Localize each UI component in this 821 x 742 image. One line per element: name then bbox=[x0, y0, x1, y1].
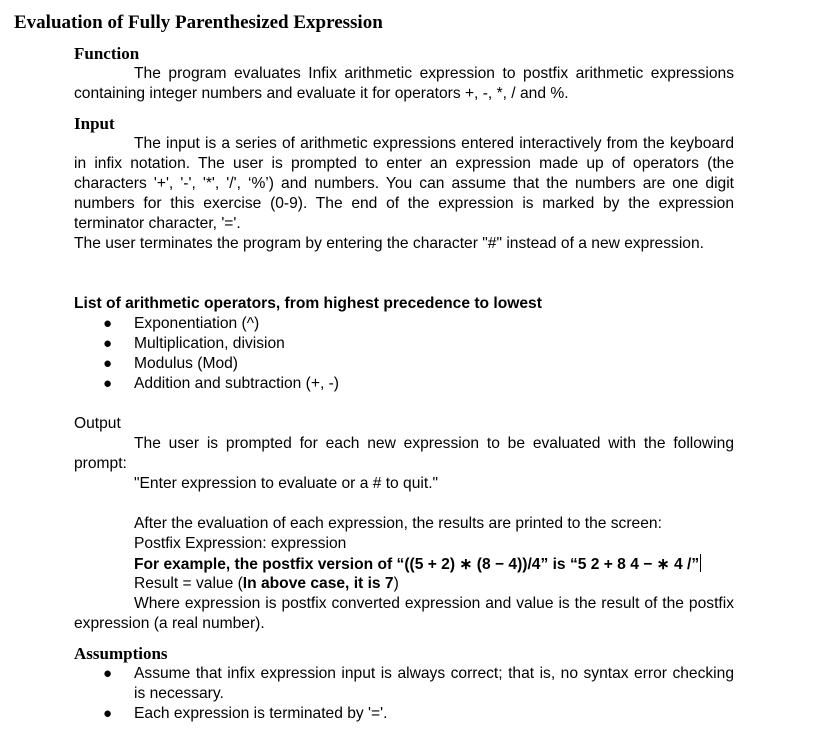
list-item: ● Assume that infix expression input is always correct; that is, no syntax error checking is necessary. bbox=[103, 665, 734, 702]
output-text: The user is prompted for each new expression to be evaluated with the following prompt: bbox=[74, 435, 734, 472]
function-heading: Function bbox=[74, 44, 140, 63]
output-heading: Output bbox=[74, 415, 121, 432]
text-cursor bbox=[700, 554, 701, 572]
prompt-text: "Enter expression to evaluate or a # to quit." bbox=[134, 475, 439, 492]
assumptions-heading: Assumptions bbox=[74, 644, 168, 663]
bullet-icon: ● bbox=[103, 375, 113, 392]
bullet-icon: ● bbox=[103, 705, 113, 722]
list-item: ● Exponentiation (^) bbox=[103, 315, 260, 332]
after-eval-text: After the evaluation of each expression, the results are printed to the screen: bbox=[134, 515, 662, 532]
input-terminate-text: The user terminates the program by entering the character "#" instead of a new expression. bbox=[74, 235, 704, 252]
assumptions-list bbox=[74, 664, 734, 724]
list-item: ● Multiplication, division bbox=[103, 335, 285, 352]
bullet-icon: ● bbox=[103, 335, 113, 352]
document-title: Evaluation of Fully Parenthesized Expression bbox=[14, 12, 383, 33]
input-heading: Input bbox=[74, 114, 115, 133]
list-item: ● Modulus (Mod) bbox=[103, 355, 238, 372]
example-line: For example, the postfix version of “((5 + 2) ∗ (8 − 4))/4” is “5 2 + 8 4 − ∗ 4 /” bbox=[134, 556, 700, 573]
list-item: ● Each expression is terminated by '='. bbox=[103, 705, 388, 722]
bullet-icon: ● bbox=[103, 665, 113, 682]
result-line: Result = value (In above case, it is 7) bbox=[134, 575, 399, 592]
where-text: Where expression is postfix converted expression and value is the result of the postfix expression (a real number). bbox=[74, 595, 734, 632]
input-text: The input is a series of arithmetic expressions entered interactively from the keyboard in infix notation. The user is prompted to enter an expression made up of operators (the characters '+', '-', '*', '/', ‘%’) and numbers. You can assume that the numbers are one digit numbers for this exercise (0-9). The end of the expression is marked by the expression terminator character, '='. bbox=[74, 135, 734, 232]
operators-list bbox=[74, 314, 734, 394]
postfix-expression-line: Postfix Expression: expression bbox=[134, 535, 347, 552]
bullet-icon: ● bbox=[103, 315, 113, 332]
list-item: ● Addition and subtraction (+, -) bbox=[103, 375, 339, 392]
operators-heading: List of arithmetic operators, from highest precedence to lowest bbox=[74, 295, 542, 312]
bullet-icon: ● bbox=[103, 355, 113, 372]
function-text: The program evaluates Infix arithmetic expression to postfix arithmetic expressions containing integer numbers and evaluate it for operators +, -, *, / and %. bbox=[74, 65, 734, 102]
